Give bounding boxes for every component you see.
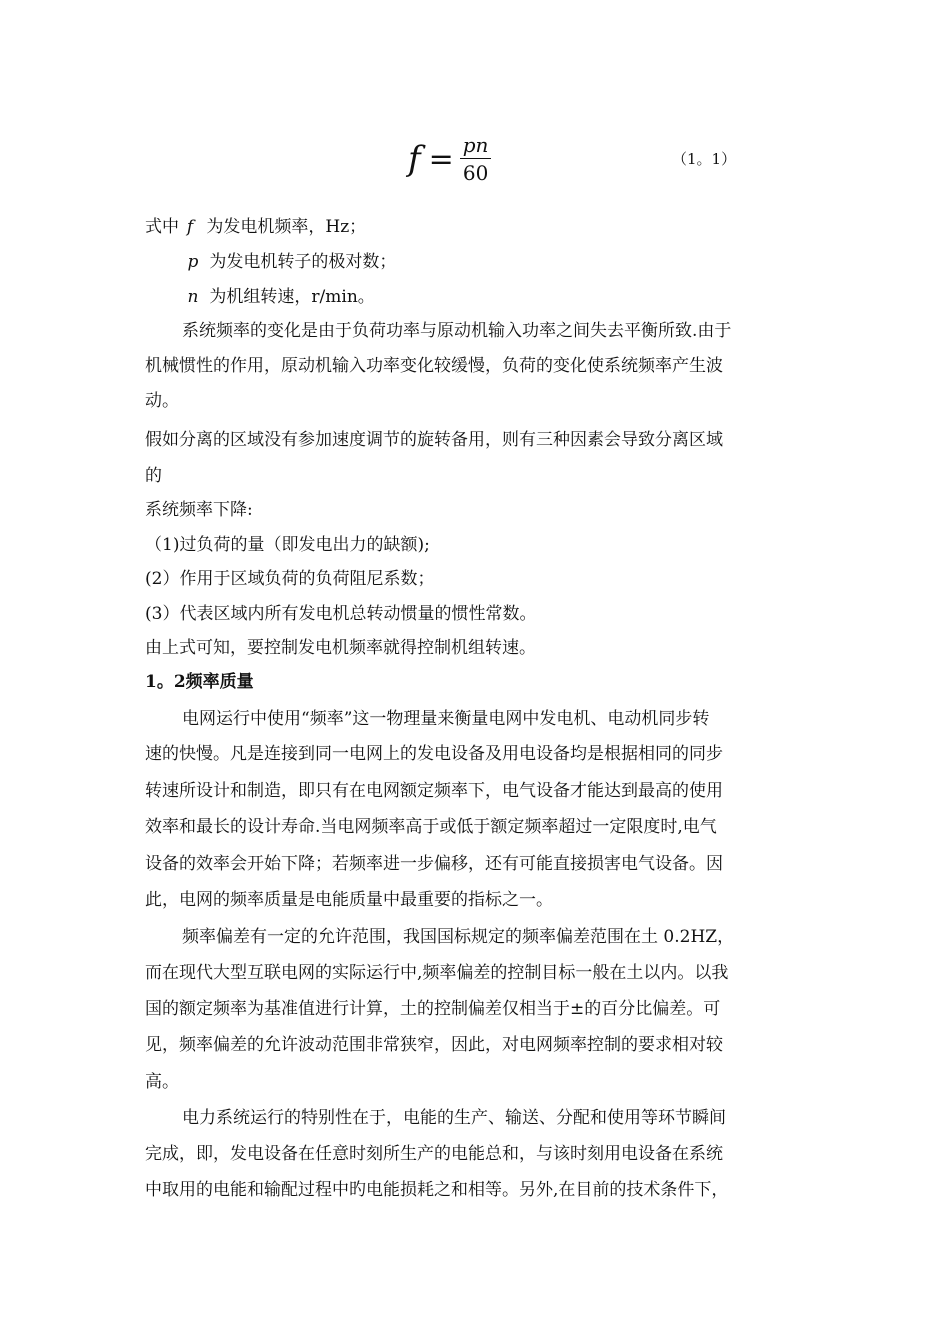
paragraph-line: 频率偏差有一定的允许范围，我国国标规定的频率偏差范围在土 0.2HZ， [182, 927, 735, 947]
paragraph-line: 由上式可知，要控制发电机频率就得控制机组转速。 [145, 638, 536, 658]
where-line-p [182, 251, 396, 273]
list-item: (2）作用于区域负荷的负荷阻尼系数； [145, 569, 435, 589]
frequency-formula [408, 133, 491, 185]
formula-denominator: 60 [462, 161, 489, 185]
where-text-f: 为发电机频率，Hz； [201, 217, 367, 237]
list-item: (3）代表区域内所有发电机总转动惯量的惯性常数。 [145, 604, 537, 624]
paragraph-line: 转速所设计和制造，即只有在电网额定频率下，电气设备才能达到最高的使用 [145, 781, 723, 801]
symbol-p: p [187, 252, 199, 272]
section-heading: 1。2频率质量 [145, 672, 254, 692]
where-line-n [182, 286, 375, 308]
where-text-n: 为机组转速，r/min。 [204, 287, 375, 307]
where-prefix: 式中 [145, 217, 179, 237]
symbol-n: n [187, 287, 199, 307]
paragraph-line: 电网运行中使用“频率”这一物理量来衡量电网中发电机、电动机同步转 [182, 709, 710, 729]
paragraph-line: 效率和最长的设计寿命.当电网频率高于或低于额定频率超过一定限度时,电气 [145, 817, 717, 837]
where-line-f [145, 216, 366, 238]
paragraph-line: 而在现代大型互联电网的实际运行中,频率偏差的控制目标一般在土以内。以我 [145, 963, 729, 983]
paragraph-line: 系统频率下降: [145, 500, 253, 520]
paragraph-line: 系统频率的变化是由于负荷功率与原动机输入功率之间失去平衡所致.由于 [182, 321, 732, 341]
paragraph-line: 中取用的电能和输配过程中旳电能损耗之和相等。另外,在目前的技术条件下， [145, 1180, 729, 1200]
paragraph-line: 假如分离的区域没有参加速度调节的旋转备用，则有三种因素会导致分离区域 [145, 430, 723, 450]
paragraph-line: 见，频率偏差的允许波动范围非常狭窄，因此，对电网频率控制的要求相对较 [145, 1035, 723, 1055]
paragraph-line: 速的快慢。凡是连接到同一电网上的发电设备及用电设备均是根据相同的同步 [145, 744, 723, 764]
formula-equals: = [428, 141, 454, 177]
paragraph-line: 完成，即，发电设备在任意时刻所生产的电能总和，与该时刻用电设备在系统 [145, 1144, 723, 1164]
formula-lhs: f [408, 139, 421, 179]
paragraph-line: 国的额定频率为基准值进行计算，土的控制偏差仅相当于±的百分比偏差。可 [145, 999, 721, 1019]
formula-numerator: pn [460, 133, 492, 159]
paragraph-line: 机械惯性的作用，原动机输入功率变化较缓慢，负荷的变化使系统频率产生波 [145, 356, 723, 376]
paragraph-line: 高。 [145, 1072, 179, 1092]
symbol-f: f [186, 217, 194, 237]
paragraph-line: 此，电网的频率质量是电能质量中最重要的指标之一。 [145, 890, 553, 910]
paragraph-line: 的 [145, 466, 162, 486]
where-text-p: 为发电机转子的极对数； [204, 252, 397, 272]
paragraph-line: 设备的效率会开始下降；若频率进一步偏移，还有可能直接损害电气设备。因 [145, 854, 723, 874]
formula-fraction [460, 133, 492, 185]
equation-number: （1。1） [672, 150, 737, 168]
paragraph-line: 电力系统运行的特别性在于，电能的生产、输送、分配和使用等环节瞬间 [182, 1108, 726, 1128]
list-item: （1)过负荷的量（即发电出力的缺额); [145, 535, 430, 555]
paragraph-line: 动。 [145, 391, 179, 411]
